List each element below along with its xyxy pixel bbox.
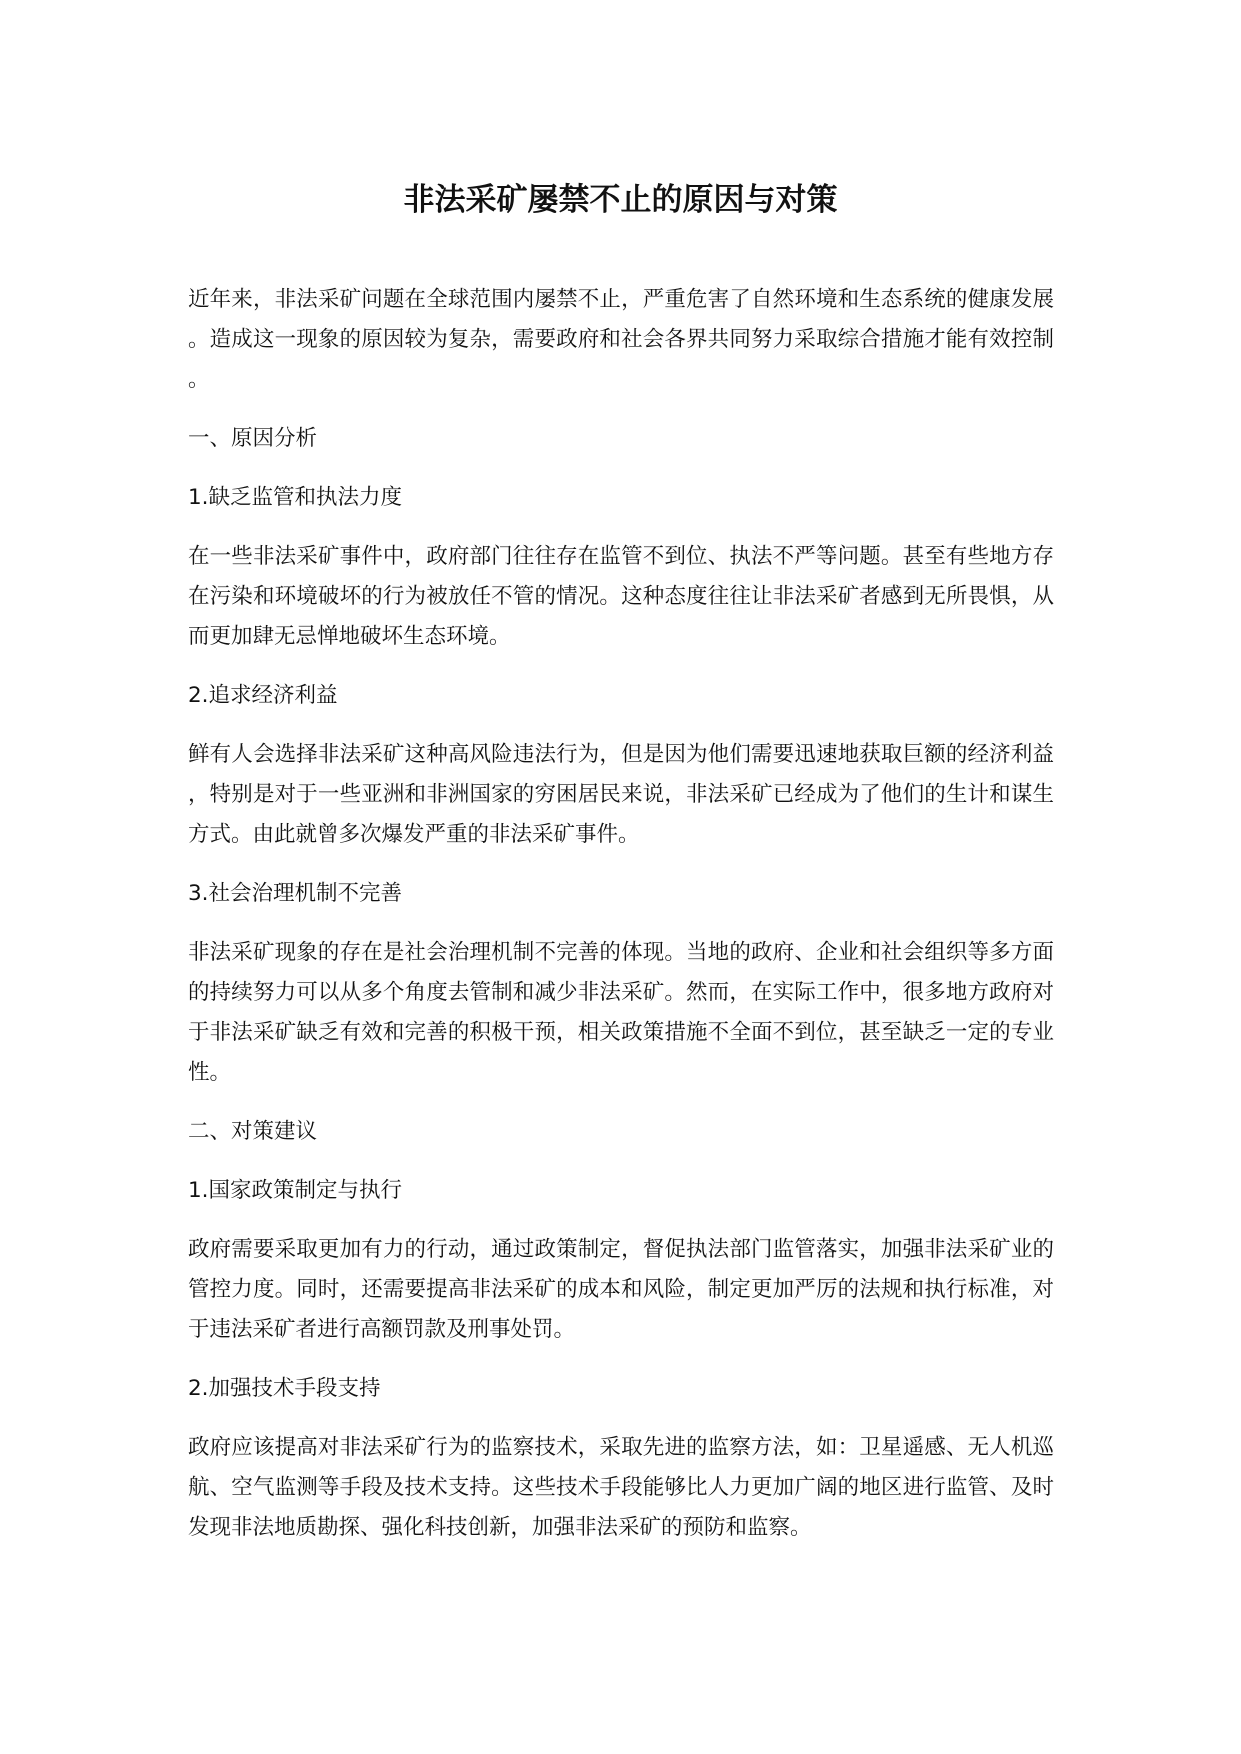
paragraph-technology-support: 政府应该提高对非法采矿行为的监察技术，采取先进的监察方法，如：卫星遥感、无人机巡航、空气监测等手段及技术支持。这些技术手段能够比人力更加广阔的地区进行监管、及时发现非法地质勘探、强化科技创新，加强非法采矿的预防和监察。 [188,1435,1054,1540]
section-heading-countermeasures: 二、对策建议 [188,1119,318,1144]
document-title: 非法采矿屡禁不止的原因与对策 [403,182,838,218]
paragraph-governance: 非法采矿现象的存在是社会治理机制不完善的体现。当地的政府、企业和社会组织等多方面的持续努力可以从多个角度去管制和减少非法采矿。然而，在实际工作中，很多地方政府对于非法采矿缺乏有效和完善的积极干预，相关政策措施不全面不到位，甚至缺乏一定的专业性。 [188,940,1054,1085]
paragraph-national-policy: 政府需要采取更加有力的行动，通过政策制定，督促执法部门监管落实，加强非法采矿业的管控力度。同时，还需要提高非法采矿的成本和风险，制定更加严厉的法规和执行标准，对于违法采矿者进行高额罚款及刑事处罚。 [188,1237,1054,1342]
paragraph-lack-of-supervision: 在一些非法采矿事件中，政府部门往往存在监管不到位、执法不严等问题。甚至有些地方存在污染和环境破坏的行为被放任不管的情况。这种态度往往让非法采矿者感到无所畏惧，从而更加肆无忌惮地破坏生态环境。 [188,544,1054,649]
subheading-governance: 3.社会治理机制不完善 [188,881,403,906]
paragraph-economic-interest: 鲜有人会选择非法采矿这种高风险违法行为，但是因为他们需要迅速地获取巨额的经济利益，特别是对于一些亚洲和非洲国家的穷困居民来说，非法采矿已经成为了他们的生计和谋生方式。由此就曾多次爆发严重的非法采矿事件。 [188,742,1054,847]
subheading-lack-of-supervision: 1.缺乏监管和执法力度 [188,485,403,510]
document-body [188,280,1054,1567]
subheading-national-policy: 1.国家政策制定与执行 [188,1178,403,1203]
subheading-economic-interest: 2.追求经济利益 [188,683,338,708]
intro-paragraph: 近年来，非法采矿问题在全球范围内屡禁不止，严重危害了自然环境和生态系统的健康发展。造成这一现象的原因较为复杂，需要政府和社会各界共同努力采取综合措施才能有效控制。 [188,287,1054,392]
subheading-technology-support: 2.加强技术手段支持 [188,1376,381,1401]
section-heading-causes: 一、原因分析 [188,426,318,451]
